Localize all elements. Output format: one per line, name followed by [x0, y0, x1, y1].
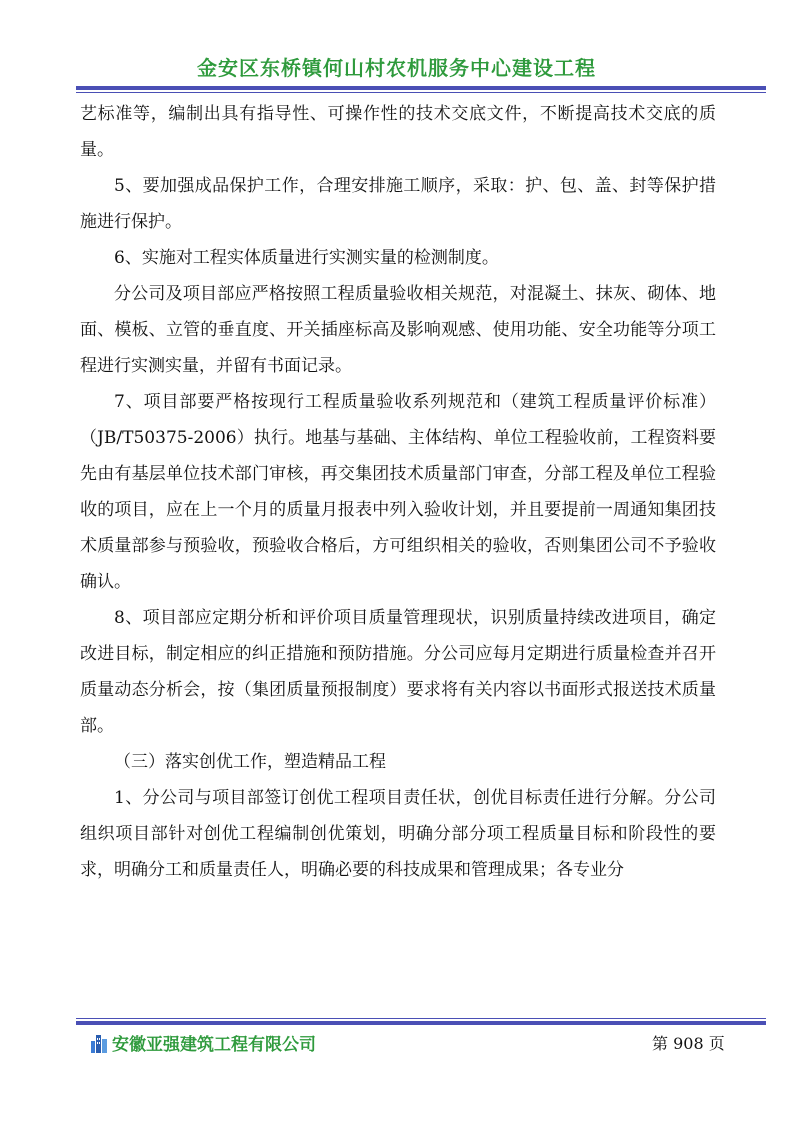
section-heading: （三）落实创优工作，塑造精品工程: [114, 752, 386, 772]
page-number: 第 908 页: [652, 1034, 725, 1053]
header-divider: [76, 86, 766, 93]
paragraph: 7、项目部要严格按现行工程质量验收系列规范和（建筑工程质量评价标准）（JB/T50375-2006）执行。地基与基础、主体结构、单位工程验收前，工程资料要先由有基层单位技术部门审核，再交集团技术质量部门审查，分部工程及单位工程验收的项目，应在上一个月的质量月报表中列入验收计划，并且要提前一周通知集团技术质量部参与预验收，预验收合格后，方可组织相关的验收，否则集团公司不予验收确认。: [80, 392, 716, 592]
building-logo-icon: [90, 1033, 108, 1053]
paragraph: 艺标准等，编制出具有指导性、可操作性的技术交底文件，不断提高技术交底的质量。: [80, 104, 716, 160]
document-body: [80, 96, 716, 888]
company-name: 安徽亚强建筑工程有限公司: [112, 1035, 316, 1055]
paragraph: 8、项目部应定期分析和评价项目质量管理现状，识别质量持续改进项目，确定改进目标，制定相应的纠正措施和预防措施。分公司应每月定期进行质量检查并召开质量动态分析会，按（集团质量预报制度）要求将有关内容以书面形式报送技术质量部。: [80, 608, 716, 736]
page-header-title: 金安区东桥镇何山村农机服务中心建设工程: [197, 56, 596, 80]
footer-divider: [76, 1018, 766, 1025]
paragraph: 6、实施对工程实体质量进行实测实量的检测制度。: [114, 248, 499, 268]
paragraph: 1、分公司与项目部签订创优工程项目责任状，创优目标责任进行分解。分公司组织项目部针对创优工程编制创优策划，明确分部分项工程质量目标和阶段性的要求，明确分工和质量责任人，明确必要的科技成果和管理成果；各专业分: [80, 788, 716, 880]
paragraph: 5、要加强成品保护工作，合理安排施工顺序，采取：护、包、盖、封等保护措施进行保护。: [80, 176, 716, 232]
footer-company: [90, 1030, 316, 1055]
paragraph: 分公司及项目部应严格按照工程质量验收相关规范，对混凝土、抹灰、砌体、地面、模板、立管的垂直度、开关插座标高及影响观感、使用功能、安全功能等分项工程进行实测实量，并留有书面记录。: [80, 284, 716, 376]
